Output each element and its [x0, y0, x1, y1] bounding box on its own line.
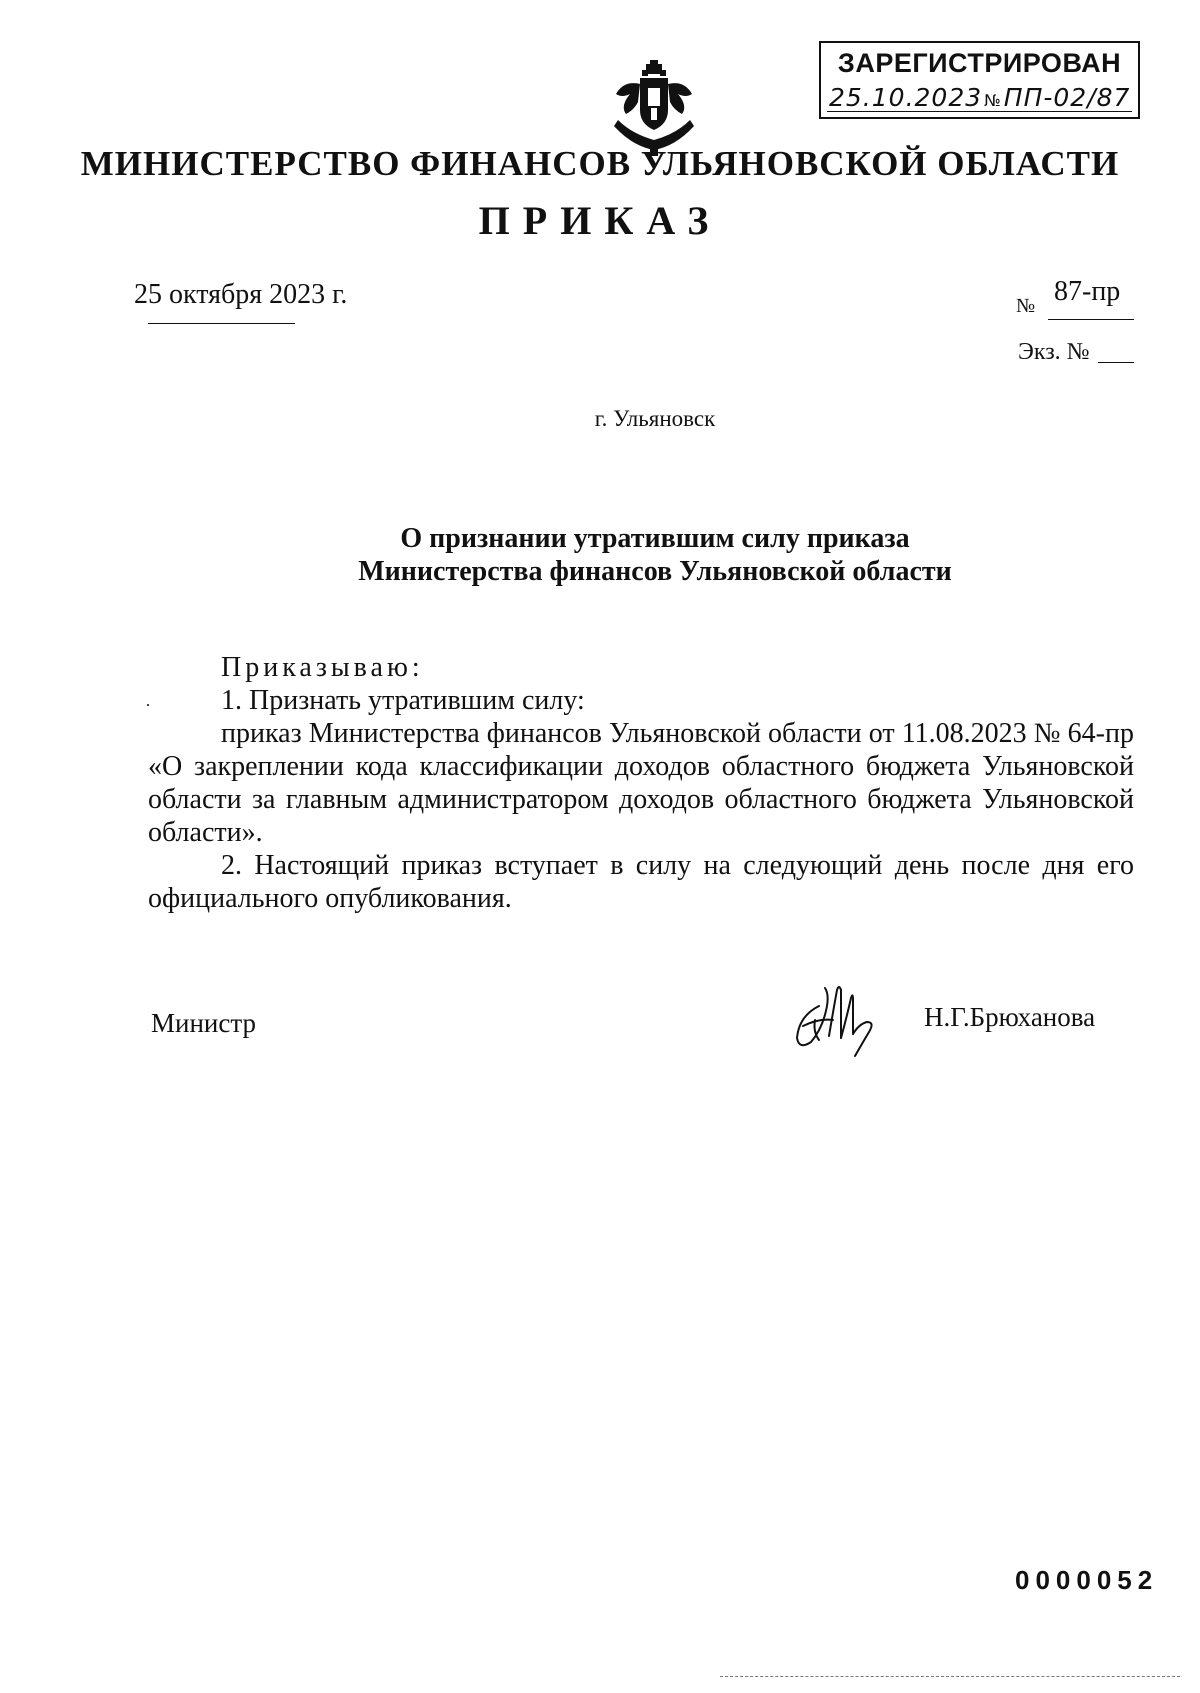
- item-1-text: приказ Министерства финансов Ульяновской области от 11.08.2023 № 64-пр «О закреплении кода классификации доходов областного бюджета Ульяновской области за главным администратором доходов областного бюджета Ульяновской области».: [148, 718, 1134, 848]
- coat-of-arms-icon: [610, 60, 698, 156]
- signatory-position: Министр: [151, 1008, 256, 1038]
- stamp-title: ЗАРЕГИСТРИРОВАН: [837, 48, 1122, 78]
- order-body: [148, 651, 1134, 915]
- number-underline: [1048, 319, 1134, 320]
- order-number-label: №: [1016, 295, 1036, 317]
- subject-line-2: Министерства финансов Ульяновской области: [358, 556, 952, 587]
- order-date: 25 октября 2023 г.: [134, 279, 348, 310]
- copy-number-label: Экз. №: [1018, 339, 1090, 365]
- stamp-date: 25.10.2023: [829, 83, 983, 112]
- stamp-number-sign: №: [984, 91, 1002, 110]
- stamp-underline: [827, 111, 1132, 112]
- order-directive: Приказываю:: [221, 652, 424, 683]
- city: г. Ульяновск: [594, 406, 716, 431]
- document-type-title: ПРИКАЗ: [478, 198, 722, 243]
- copy-number-blank: [1098, 362, 1134, 363]
- subject-line-1: О признании утратившим силу приказа: [400, 523, 910, 554]
- handwritten-signature-icon: [789, 976, 881, 1058]
- stamp-reg-number: ПП-02/87: [1003, 83, 1131, 112]
- item-2-text: 2. Настоящий приказ вступает в силу на следующий день после дня его официального опубликования.: [148, 850, 1134, 914]
- bottom-scan-rule: [720, 1676, 1180, 1677]
- ministry-name: МИНИСТЕРСТВО ФИНАНСОВ УЛЬЯНОВСКОЙ ОБЛАСТИ: [80, 144, 1120, 183]
- order-subject: [0, 522, 1200, 588]
- registration-stamp: [819, 41, 1140, 119]
- signatory-name: Н.Г.Брюханова: [924, 1002, 1096, 1032]
- stamp-handwritten-entry: [829, 83, 1130, 112]
- date-underline: [148, 323, 295, 324]
- serial-number: 0000052: [1015, 1565, 1159, 1595]
- order-number: 87-пр: [1054, 276, 1121, 307]
- item-1-heading: 1. Признать утратившим силу:: [221, 685, 585, 716]
